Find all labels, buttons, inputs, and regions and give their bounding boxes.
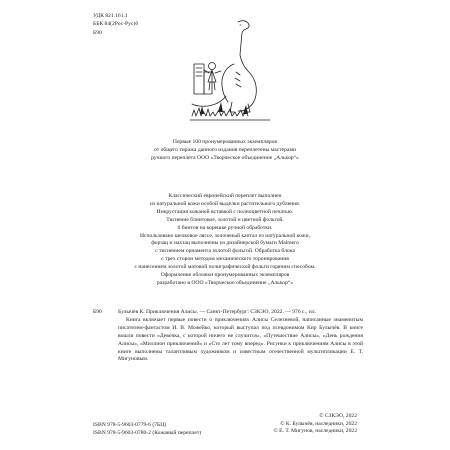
note-line: из натуральной кожи особой выделки растительного дубления. xyxy=(149,200,301,207)
copyright-line: © Е. Т. Мигунов, наследники, 2022 xyxy=(273,428,357,435)
note-line: Инкрустация кожаной вставкой с полноцветной печатью. xyxy=(156,208,294,215)
isbn-line: ISBN 978-5-9603-0780-2 (Кожаный переплет) xyxy=(93,430,202,436)
note-line: Классический европейский переплет выполнен xyxy=(168,193,282,199)
binding-description xyxy=(80,193,370,288)
isbn-line: ISBN 978-5-9603-0779-6 (7БЦ) xyxy=(93,422,167,428)
author-code: Б90 xyxy=(93,29,102,36)
copyright-line: © К. Булычёв, наследники, 2022 xyxy=(280,420,357,427)
note-line: форзац и нахзац выполнены из дизайнерской бумаги Malmero xyxy=(151,240,299,247)
bibliographic-code: Б90 xyxy=(93,309,102,315)
bbk-code: ББК 84(2Рос-Рус)6 xyxy=(93,21,139,28)
note-line: Первые 100 пронумерованных экземпляров xyxy=(172,139,278,145)
note-line: с трех сторон методом механического торонирования xyxy=(161,256,289,263)
isbn-block xyxy=(93,421,201,437)
note-line: разработано в ООО «Творческое объединение „Алькор“» xyxy=(156,279,294,286)
copyright-line: © СЗКЭО, 2022 xyxy=(319,413,357,419)
note-line: Оформление обложки пронумерованных экземпляров xyxy=(160,272,290,279)
note-line: от общего тиража данного издания переплетены мастерами xyxy=(154,146,296,153)
note-line: 6 бинтов на корешке ручной обработки. xyxy=(177,224,273,231)
udk-code: УДК 821.161.1 xyxy=(93,13,128,19)
note-line: с тиснением орнамента золотой фольгой. Обработка блока xyxy=(155,248,295,255)
limited-edition-note xyxy=(80,139,370,163)
note-line: с нанесением золотой матовой полиграфической фольги горячим способом. xyxy=(134,264,316,271)
note-line: Использовано шелковое ляссе, золоченый каптал из натуральной кожи, xyxy=(140,232,310,239)
annotation-description: Книга включает первые повести о приключениях Алисы Селезневой, написанные знаменитым писателем-фантастом И. В. Можейко, который выступал под псевдонимом Кир Булычёв. В книге вошли повести «Девочка, с которой ничего не случится», «Путешествие Алисы», «День рождения Алисы», «Миллион приключений» и «Сто лет тому вперед». Рисунки к приключениям Алисы в этой книге выполнены талантливым художником и известным отечественной мультипликации Е. Т. Мигуновым. xyxy=(118,316,363,363)
bibliographic-annotation xyxy=(118,309,363,364)
copyright-block xyxy=(274,413,358,436)
note-line: ручного переплета ООО «Творческое объединение „Алькор“» xyxy=(151,154,299,161)
note-line: Тиснение блинтовое, золотой и цветной фольгой. xyxy=(166,216,284,223)
catalog-block xyxy=(93,12,138,37)
annotation-main: Булычёв К. Приключения Алисы. — Санкт-Петербург: СЗКЭО, 2022. — 976 с., ил. xyxy=(118,309,316,315)
alice-and-dinosaur-illustration xyxy=(188,16,272,128)
